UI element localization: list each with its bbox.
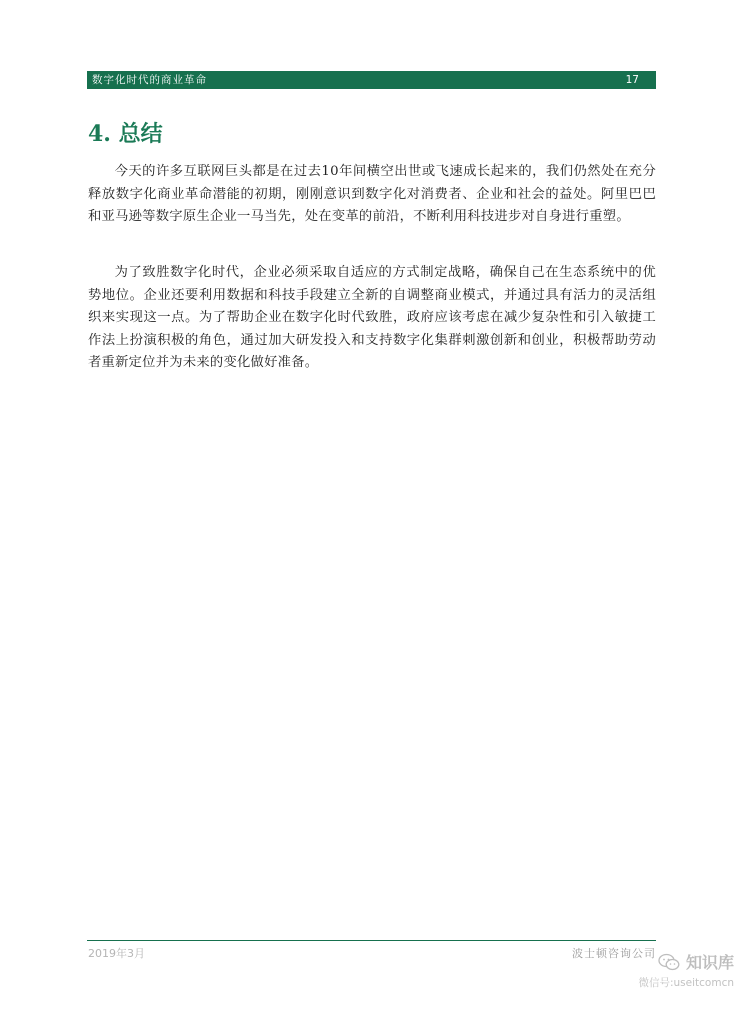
- watermark-name: 知识库: [685, 953, 734, 972]
- page-number: 17: [625, 74, 639, 86]
- header-bar: [87, 71, 656, 89]
- footer-rule: [87, 940, 656, 941]
- watermark: [638, 950, 734, 990]
- section-heading: 4. 总结: [88, 121, 163, 147]
- paragraph-2: 为了致胜数字化时代，企业必须采取自适应的方式制定战略，确保自己在生态系统中的优势地位。企业还要利用数据和科技手段建立全新的自调整商业模式，并通过具有活力的灵活组织来实现这一点。为了帮助企业在数字化时代致胜，政府应该考虑在减少复杂性和引入敏捷工作法上扮演积极的角色，通过加大研发投入和支持数字化集群刺激创新和创业，积极帮助劳动者重新定位并为未来的变化做好准备。: [88, 265, 656, 370]
- header-title: 数字化时代的商业革命: [92, 74, 207, 86]
- watermark-account: 微信号:useitcomcn: [638, 977, 734, 989]
- footer-company: 波士顿咨询公司: [572, 947, 656, 960]
- paragraph-1: 今天的许多互联网巨头都是在过去10年间横空出世或飞速成长起来的，我们仍然处在充分释放数字化商业革命潜能的初期，刚刚意识到数字化对消费者、企业和社会的益处。阿里巴巴和亚马逊等数字原生企业一马当先，处在变革的前沿，不断利用科技进步对自身进行重塑。: [88, 164, 656, 224]
- footer-date: 2019年3月: [88, 947, 145, 960]
- wechat-icon: [658, 953, 680, 971]
